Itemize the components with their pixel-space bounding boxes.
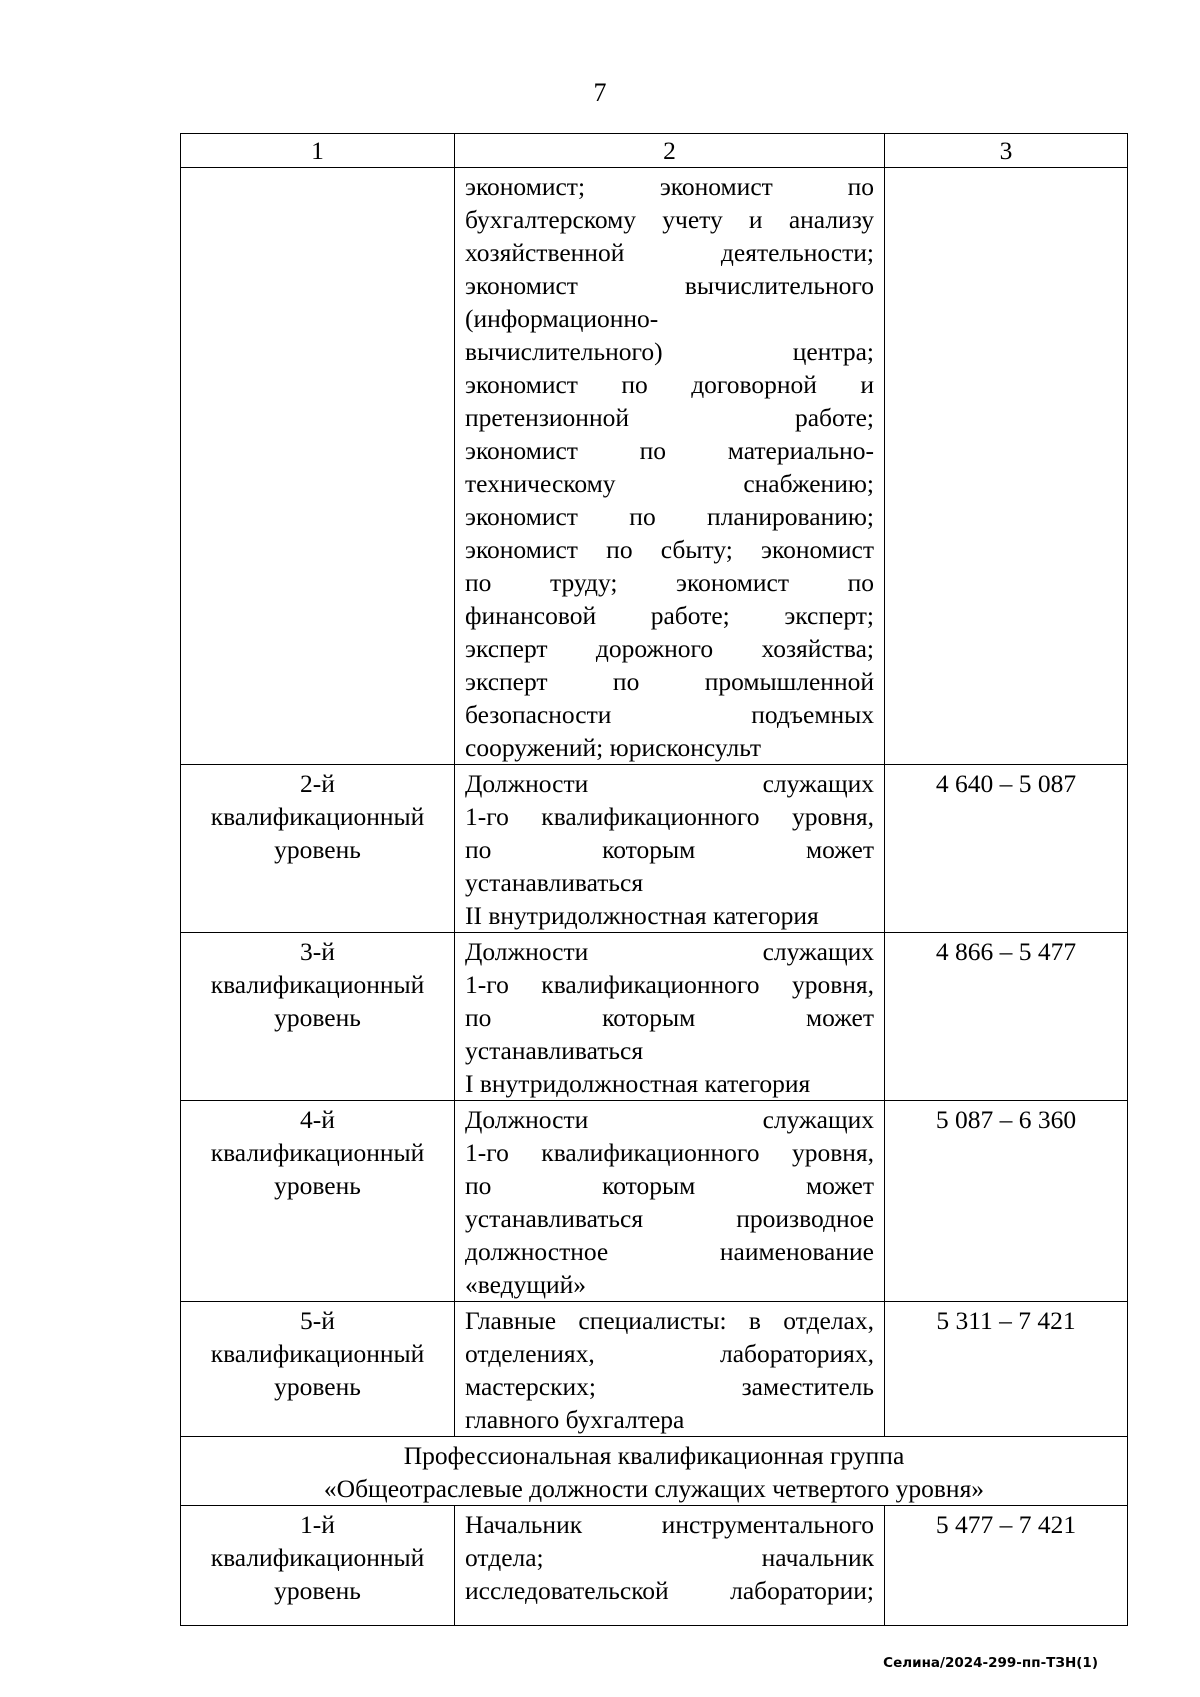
positions-line: I внутридолжностная категория: [465, 1069, 811, 1098]
positions-cell: [455, 1101, 885, 1302]
level-text: уровень: [274, 1003, 361, 1032]
level-cell: [181, 1302, 455, 1437]
document-reference: Селина/2024-299-пп-ТЗН(1): [883, 1655, 1098, 1671]
positions-line: Начальник инструментального: [465, 1510, 874, 1539]
table-row: [181, 765, 1128, 933]
positions-cell: [455, 1302, 885, 1437]
level-text: уровень: [274, 1576, 361, 1605]
header-cell: 2: [455, 134, 885, 168]
table-row: [181, 933, 1128, 1101]
salary-cell: 4 640 – 5 087: [885, 765, 1128, 933]
positions-line: экономист; экономист по: [465, 172, 874, 201]
level-cell: [181, 168, 455, 765]
salary-cell: [885, 168, 1128, 765]
qualification-table: [180, 133, 1128, 1626]
level-cell: [181, 933, 455, 1101]
positions-line: отделениях, лабораториях,: [465, 1339, 874, 1368]
positions-line: Главные специалисты: в отделах,: [465, 1306, 874, 1335]
positions-line: по которым может: [465, 1171, 874, 1200]
positions-line: экономист по материально-: [465, 436, 874, 465]
level-text: 2-й: [300, 769, 335, 798]
group-title: [181, 1437, 1128, 1506]
positions-line: экономист по договорной и: [465, 370, 874, 399]
positions-line: безопасности подъемных: [465, 700, 874, 729]
positions-line: финансовой работе; эксперт;: [465, 601, 874, 630]
group-title-line: Профессиональная квалификационная группа: [403, 1441, 905, 1470]
table-row: [181, 1101, 1128, 1302]
level-text: 3-й: [300, 937, 335, 966]
level-text: уровень: [274, 1171, 361, 1200]
positions-line: по которым может: [465, 1003, 874, 1032]
positions-line: 1-го квалификационного уровня,: [465, 1138, 874, 1167]
level-text: 4-й: [300, 1105, 335, 1134]
group-row: [181, 1437, 1128, 1506]
positions-line: сооружений; юрисконсульт: [465, 733, 762, 762]
page-number: 7: [593, 78, 607, 107]
positions-line: главного бухгалтера: [465, 1405, 685, 1434]
salary-cell: 5 477 – 7 421: [885, 1506, 1128, 1626]
level-text: квалификационный: [210, 1543, 425, 1572]
positions-line: устанавливаться: [465, 868, 644, 897]
level-text: 1-й: [300, 1510, 335, 1539]
positions-line: отдела; начальник: [465, 1543, 874, 1572]
positions-line: эксперт дорожного хозяйства;: [465, 634, 874, 663]
positions-line: мастерских; заместитель: [465, 1372, 874, 1401]
positions-line: Должности служащих: [465, 1105, 874, 1134]
positions-line: хозяйственной деятельности;: [465, 238, 874, 267]
positions-line: экономист вычислительного: [465, 271, 874, 300]
header-cell: 3: [885, 134, 1128, 168]
header-row: [181, 134, 1128, 168]
positions-line: Должности служащих: [465, 769, 874, 798]
positions-line: должностное наименование: [465, 1237, 874, 1266]
level-text: квалификационный: [210, 1138, 425, 1167]
positions-line: техническому снабжению;: [465, 469, 874, 498]
positions-line: Должности служащих: [465, 937, 874, 966]
level-cell: [181, 765, 455, 933]
positions-line: исследовательской лаборатории;: [465, 1576, 874, 1605]
group-title-line: «Общеотраслевые должности служащих четвертого уровня»: [323, 1474, 985, 1503]
level-text: уровень: [274, 1372, 361, 1401]
positions-cell: [455, 168, 885, 765]
positions-line: вычислительного) центра;: [465, 337, 874, 366]
level-text: уровень: [274, 835, 361, 864]
positions-line: II внутридолжностная категория: [465, 901, 819, 930]
positions-line: по труду; экономист по: [465, 568, 874, 597]
positions-line: претензионной работе;: [465, 403, 874, 432]
table-row: [181, 1506, 1128, 1626]
positions-cell: [455, 1506, 885, 1626]
positions-line: «ведущий»: [465, 1270, 587, 1299]
positions-line: по которым может: [465, 835, 874, 864]
salary-cell: 4 866 – 5 477: [885, 933, 1128, 1101]
salary-cell: 5 087 – 6 360: [885, 1101, 1128, 1302]
positions-line: эксперт по промышленной: [465, 667, 874, 696]
positions-line: (информационно-: [465, 304, 659, 333]
level-text: квалификационный: [210, 970, 425, 999]
positions-cell: [455, 765, 885, 933]
positions-line: 1-го квалификационного уровня,: [465, 802, 874, 831]
level-cell: [181, 1506, 455, 1626]
table-row: [181, 1302, 1128, 1437]
positions-line: 1-го квалификационного уровня,: [465, 970, 874, 999]
level-text: квалификационный: [210, 1339, 425, 1368]
header-cell: 1: [181, 134, 455, 168]
level-cell: [181, 1101, 455, 1302]
table-row: [181, 168, 1128, 765]
positions-line: бухгалтерскому учету и анализу: [465, 205, 874, 234]
level-text: 5-й: [300, 1306, 335, 1335]
positions-line: экономист по сбыту; экономист: [465, 535, 874, 564]
positions-cell: [455, 933, 885, 1101]
positions-line: устанавливаться: [465, 1036, 644, 1065]
positions-line: устанавливаться производное: [465, 1204, 874, 1233]
positions-line: экономист по планированию;: [465, 502, 874, 531]
salary-cell: 5 311 – 7 421: [885, 1302, 1128, 1437]
level-text: квалификационный: [210, 802, 425, 831]
